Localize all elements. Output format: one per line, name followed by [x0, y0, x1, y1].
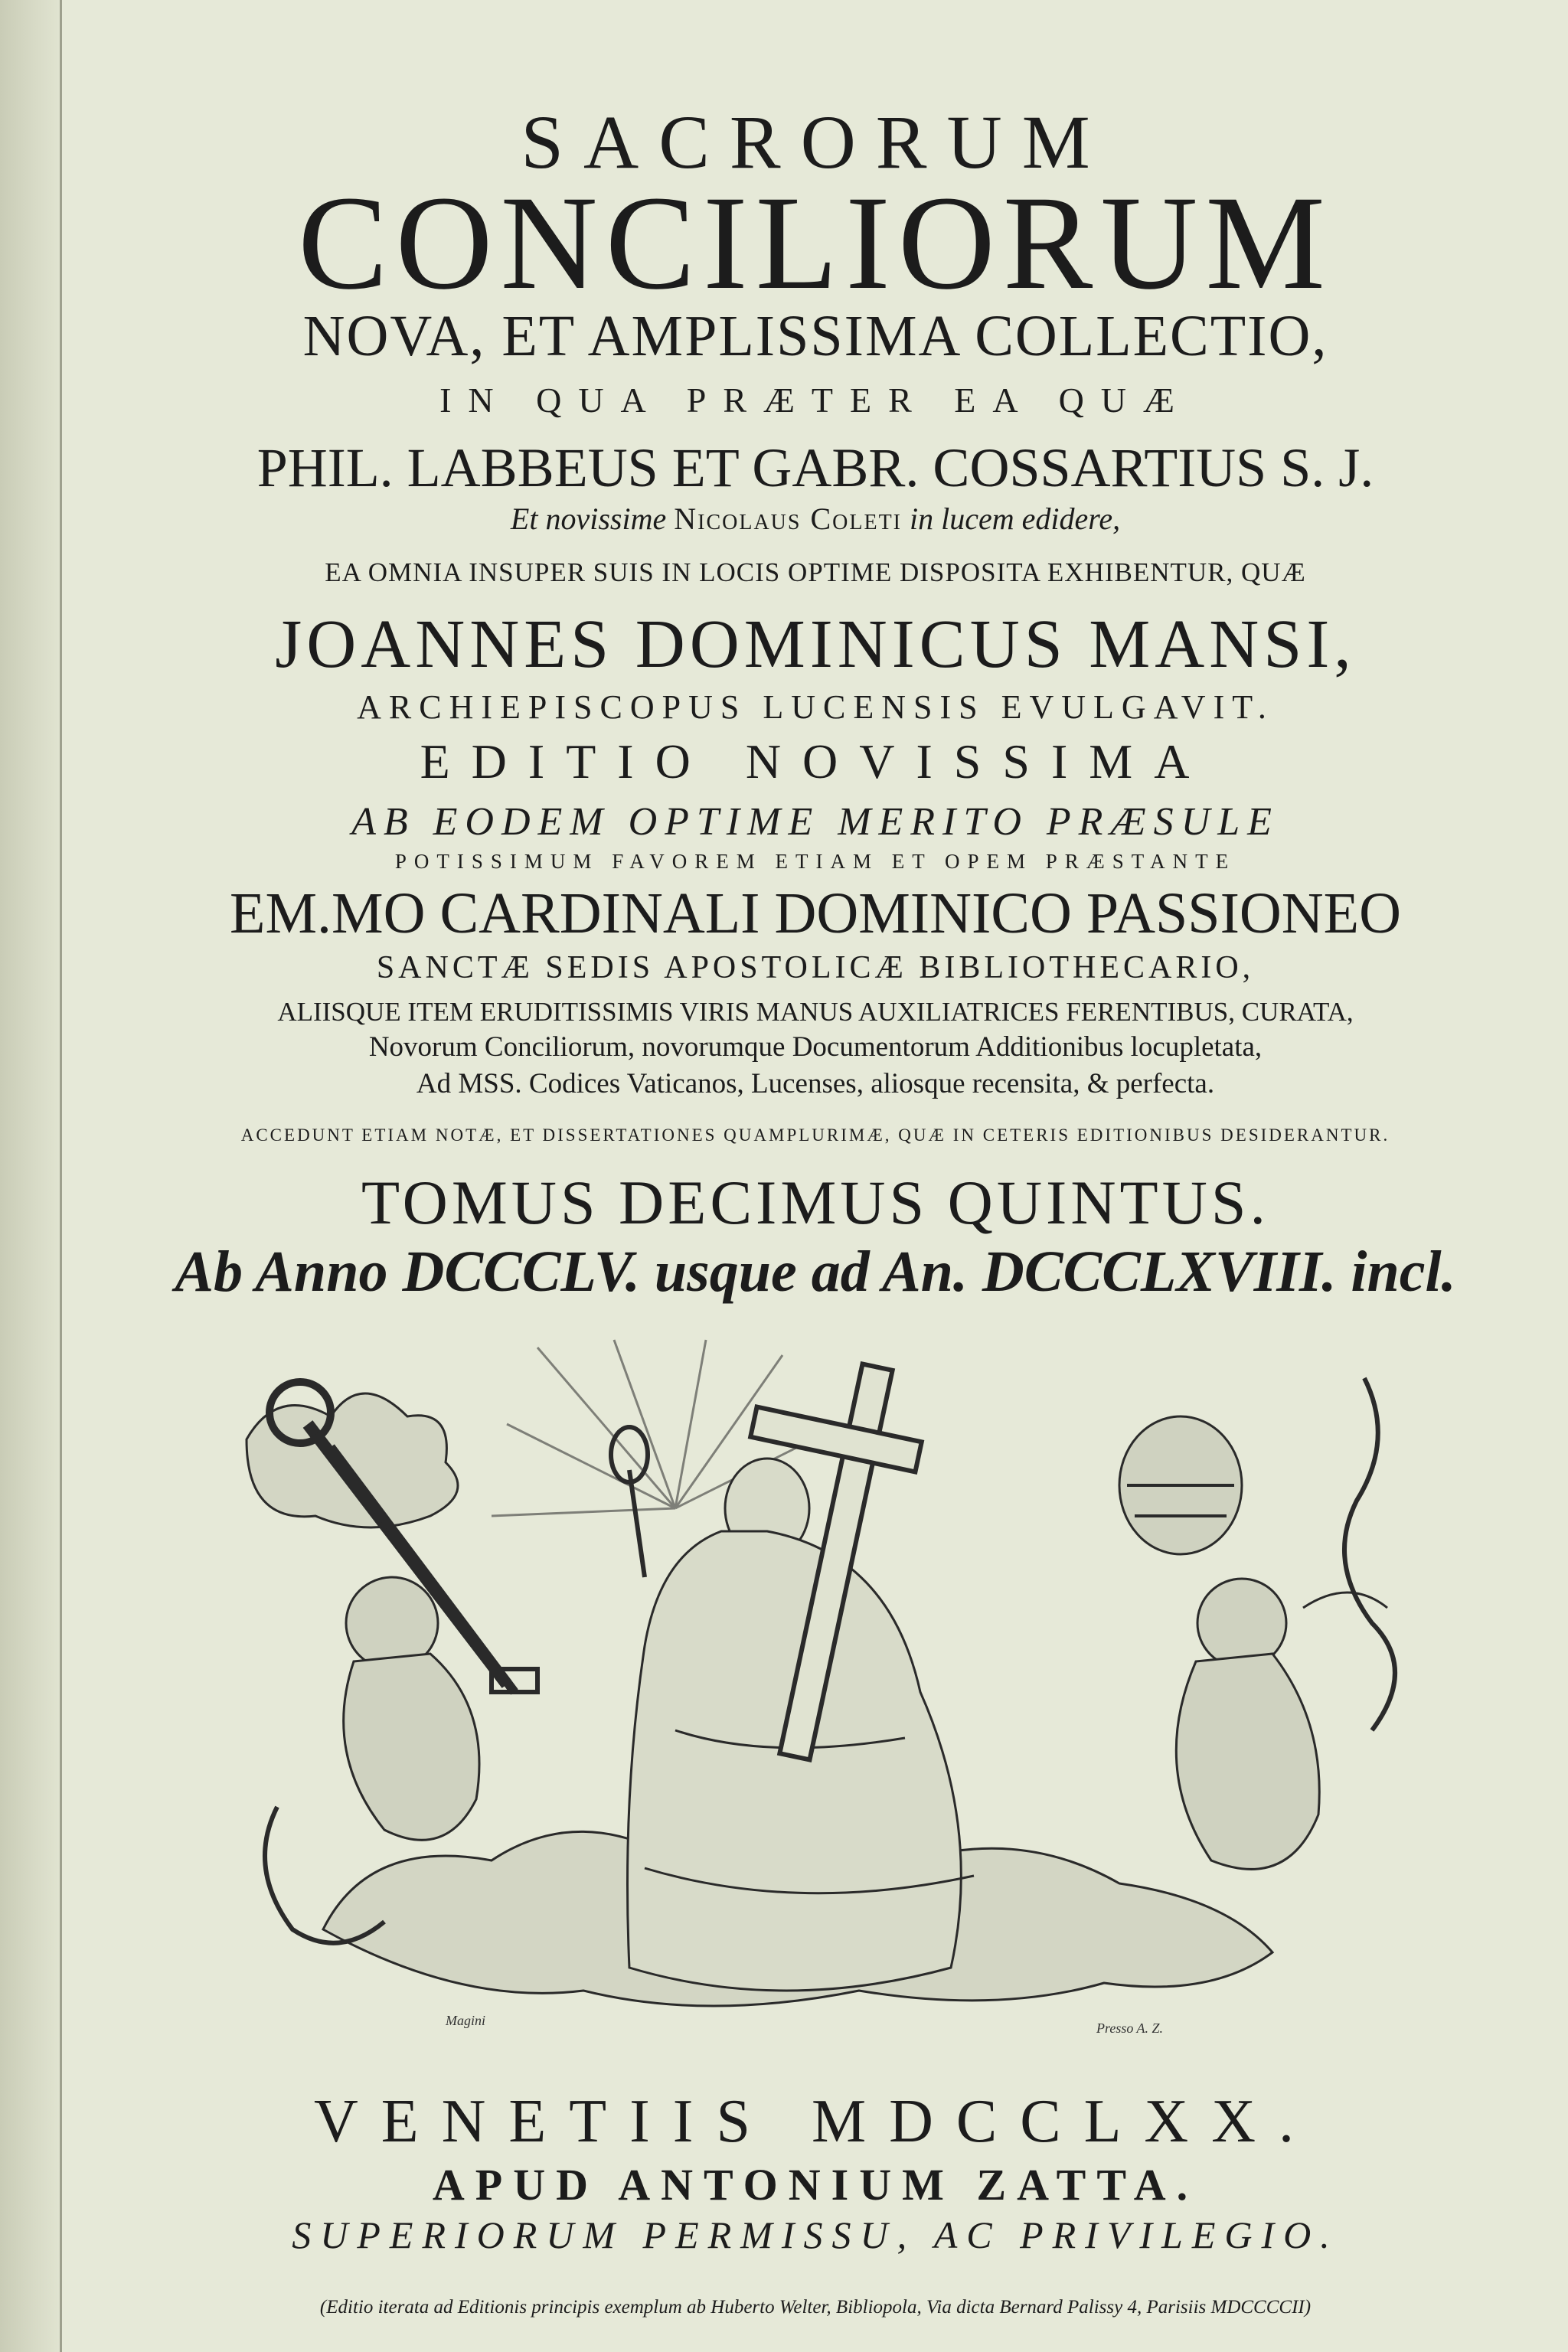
reprint-note: (Editio iterata ad Editionis principis exemplum ab Huberto Welter, Bibliopola, Via dicta Bernard Palissy 4, Parisiis MDCCCCII) [319, 2297, 1312, 2318]
title-line-mansi: JOANNES DOMINICUS MANSI, [275, 606, 1356, 682]
frontispiece-engraving [216, 1332, 1410, 2067]
title-line-praesule: AB EODEM OPTIME MERITO PRÆSULE [351, 800, 1279, 844]
title-line-collectio: NOVA, ET AMPLISSIMA COLLECTIO, [302, 304, 1328, 368]
title-line-conciliorum: CONCILIORUM [298, 168, 1333, 318]
title-line-insuper: EA OMNIA INSUPER SUIS IN LOCIS OPTIME DISPOSITA EXHIBENTUR, QUÆ [325, 557, 1306, 587]
title-line-archiepiscopus: ARCHIEPISCOPUS LUCENSIS EVULGAVIT. [357, 688, 1274, 726]
title-line-labbeus: PHIL. LABBEUS ET GABR. COSSARTIUS S. J. [256, 437, 1374, 498]
volume-number: TOMUS DECIMUS QUINTUS. [361, 1168, 1269, 1237]
imprint-privilege: SUPERIORUM PERMISSU, AC PRIVILEGIO. [292, 2213, 1339, 2256]
imprint-printer: APUD ANTONIUM ZATTA. [432, 2160, 1199, 2210]
title-page [63, 0, 1568, 2352]
title-line-sacrorum: SACRORUM [521, 100, 1110, 185]
engraver-signature-left: Magini [446, 2013, 485, 2028]
title-line-bibliothecario: SANCTÆ SEDIS APOSTOLICÆ BIBLIOTHECARIO, [376, 950, 1255, 985]
title-line-coleti [63, 501, 1568, 537]
title-line-editio: EDITIO NOVISSIMA [420, 734, 1211, 789]
title-line-passioneo: EM.MO CARDINALI DOMINICO PASSIONEO [230, 881, 1401, 946]
imprint-place: VENETIIS MDCCLXX. [314, 2088, 1317, 2155]
coleti-prefix: Et novissime [510, 501, 667, 536]
page-gutter [0, 0, 61, 2352]
title-line-praeter: IN QUA PRÆTER EA QUÆ [439, 381, 1191, 420]
title-line-curata: ALIISQUE ITEM ERUDITISSIMIS VIRIS MANUS AUXILIATRICES FERENTIBUS, CURATA, [277, 997, 1354, 1027]
year-range: Ab Anno DCCCLV. usque ad An. DCCCLXVIII. incl. [175, 1240, 1456, 1304]
engraver-signature-right: Presso A. Z. [1096, 2020, 1164, 2036]
cherub-with-tiara-icon [1119, 1416, 1387, 1869]
title-line-favorem: POTISSIMUM FAVOREM ETIAM ET OPEM PRÆSTANTE [394, 850, 1236, 873]
title-line-locupletata: Novorum Conciliorum, novorumque Documentorum Additionibus locupletata, [368, 1031, 1263, 1063]
title-line-accedunt: ACCEDUNT ETIAM NOTÆ, ET DISSERTATIONES QUAMPLURIMÆ, QUÆ IN CETERIS EDITIONIBUS DESIDERANTUR. [240, 1125, 1390, 1145]
coleti-name: Nicolaus Coleti [674, 501, 902, 536]
gutter-edge [60, 0, 62, 2352]
scroll-ornament-right-icon [1344, 1378, 1395, 1730]
title-line-recensita: Ad MSS. Codices Vaticanos, Lucenses, aliosque recensita, & perfecta. [416, 1068, 1215, 1099]
coleti-suffix: in lucem edidere, [910, 501, 1121, 536]
cloud-left-icon [247, 1393, 458, 1527]
